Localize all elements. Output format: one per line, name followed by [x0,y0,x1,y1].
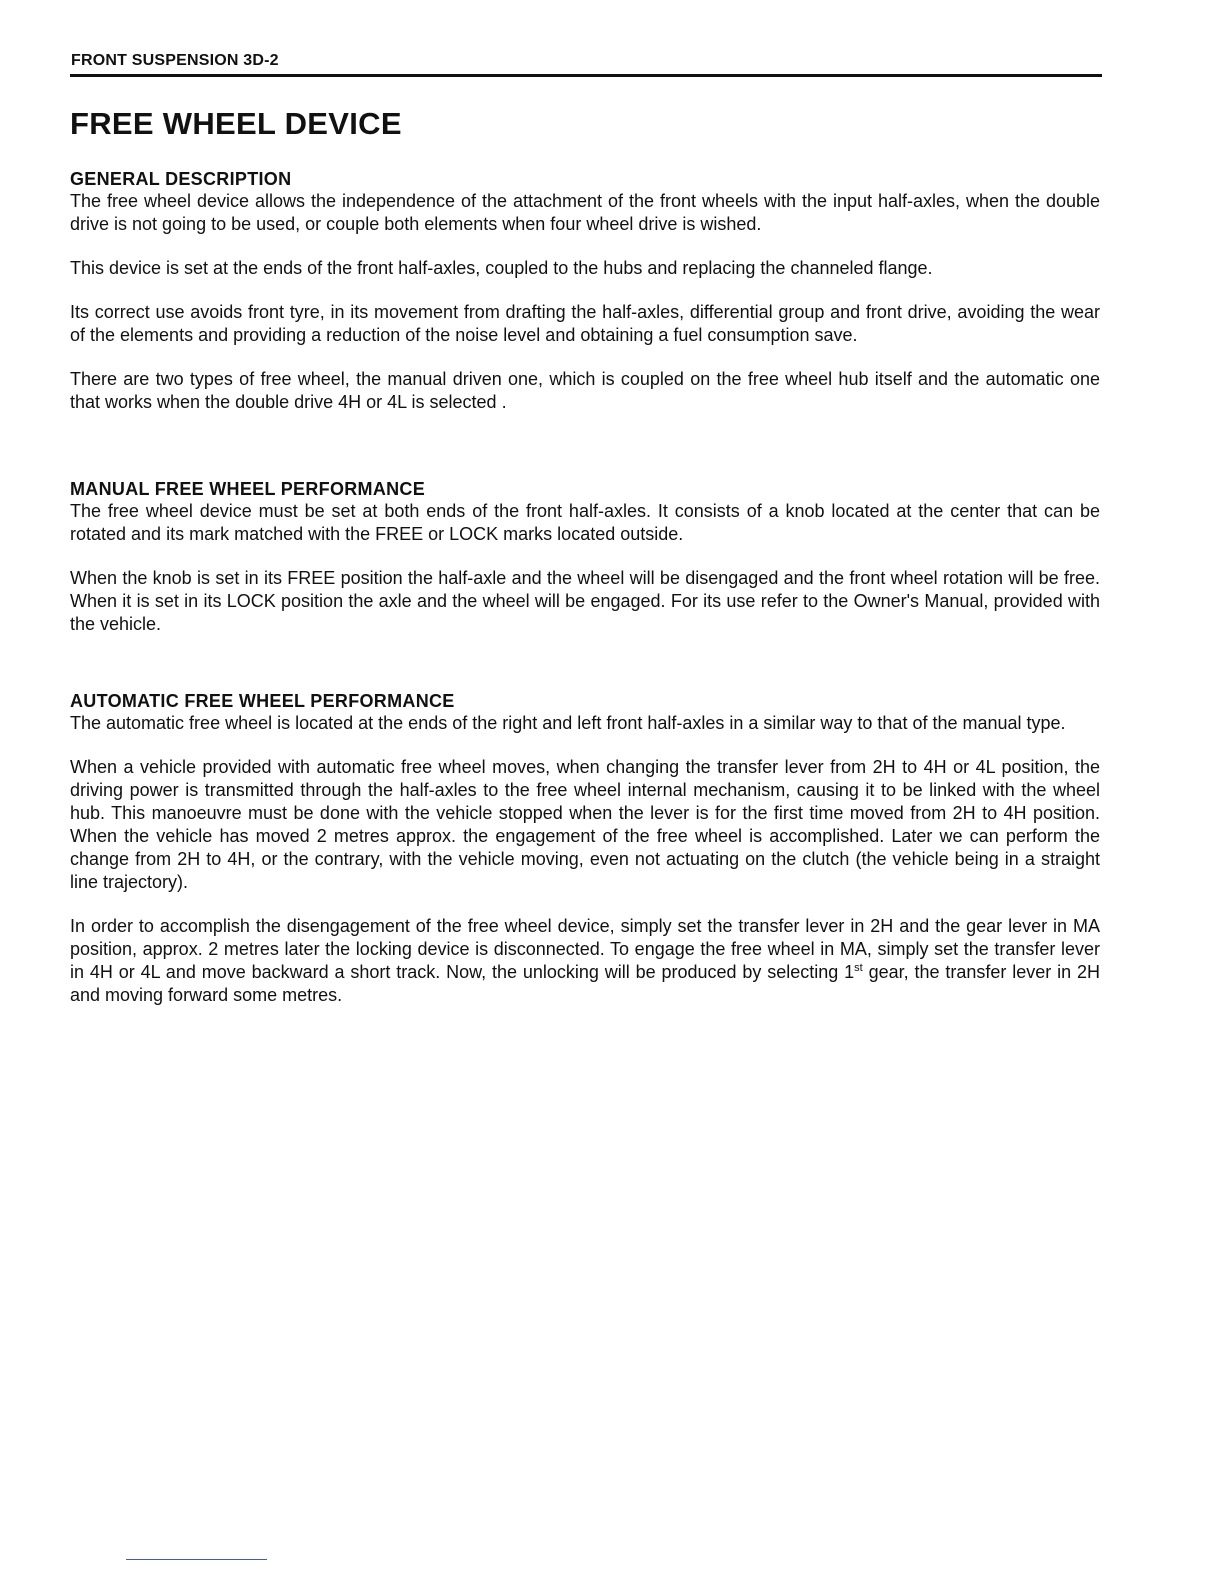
footer-rule [126,1559,267,1560]
paragraph: The automatic free wheel is located at the ends of the right and left front half-axles in a similar way to that of the manual type. [70,713,1066,733]
section-manual-free-wheel [70,478,1100,657]
paragraph-text-b: gear, the transfer lever in 2H and moving forward some metres. [70,962,1100,1005]
paragraph-last [70,915,1100,1007]
page-title: FREE WHEEL DEVICE [70,106,402,141]
paragraph: This device is set at the ends of the front half-axles, coupled to the hubs and replacing the channeled flange. [70,258,933,278]
paragraph: There are two types of free wheel, the manual driven one, which is coupled on the free wheel hub itself and the automatic one that works when the double drive 4H or 4L is selected . [70,369,1100,412]
page-header: FRONT SUSPENSION 3D-2 [71,52,279,69]
paragraph: The free wheel device allows the independence of the attachment of the front wheels with the input half-axles, when the double drive is not going to be used, or couple both elements when four wheel drive is wished. [70,191,1100,234]
paragraph: The free wheel device must be set at both ends of the front half-axles. It consists of a knob located at the center that can be rotated and its mark matched with the FREE or LOCK marks located outside. [70,501,1100,544]
ordinal-superscript: st [854,962,863,974]
paragraph: When the knob is set in its FREE position the half-axle and the wheel will be disengaged and the front wheel rotation will be free. When it is set in its LOCK position the axle and the wheel will be engaged. For its use refer to the Owner's Manual, provided with the vehicle. [70,568,1100,634]
section-heading: MANUAL FREE WHEEL PERFORMANCE [70,479,426,499]
paragraph: Its correct use avoids front tyre, in its movement from drafting the half-axles, differential group and front drive, avoiding the wear of the elements and providing a reduction of the noise level and obtaining a fuel consumption save. [70,302,1100,345]
section-automatic-free-wheel [70,690,1100,1028]
section-general-description [70,168,1100,435]
section-heading: GENERAL DESCRIPTION [70,169,292,189]
paragraph-text-a: In order to accomplish the disengagement of the free wheel device, simply set the transfer lever in 2H and the gear lever in MA position, approx. 2 metres later the locking device is disconnected. To engage the free wheel in MA, simply set the transfer lever in 4H or 4L and move backward a short track. Now, the unlocking will be produced by selecting 1 [70,916,1100,982]
header-rule [70,74,1102,77]
paragraph: When a vehicle provided with automatic free wheel moves, when changing the transfer lever from 2H to 4H or 4L position, the driving power is transmitted through the half-axles to the free wheel internal mechanism, causing it to be linked with the wheel hub. This manoeuvre must be done with the vehicle stopped when the lever is for the first time moved from 2H to 4H position. When the vehicle has moved 2 metres approx. the engagement of the free wheel is accomplished. Later we can perform the change from 2H to 4H, or the contrary, with the vehicle moving, even not actuating on the clutch (the vehicle being in a straight line trajectory). [70,757,1100,892]
section-heading: AUTOMATIC FREE WHEEL PERFORMANCE [70,691,455,711]
